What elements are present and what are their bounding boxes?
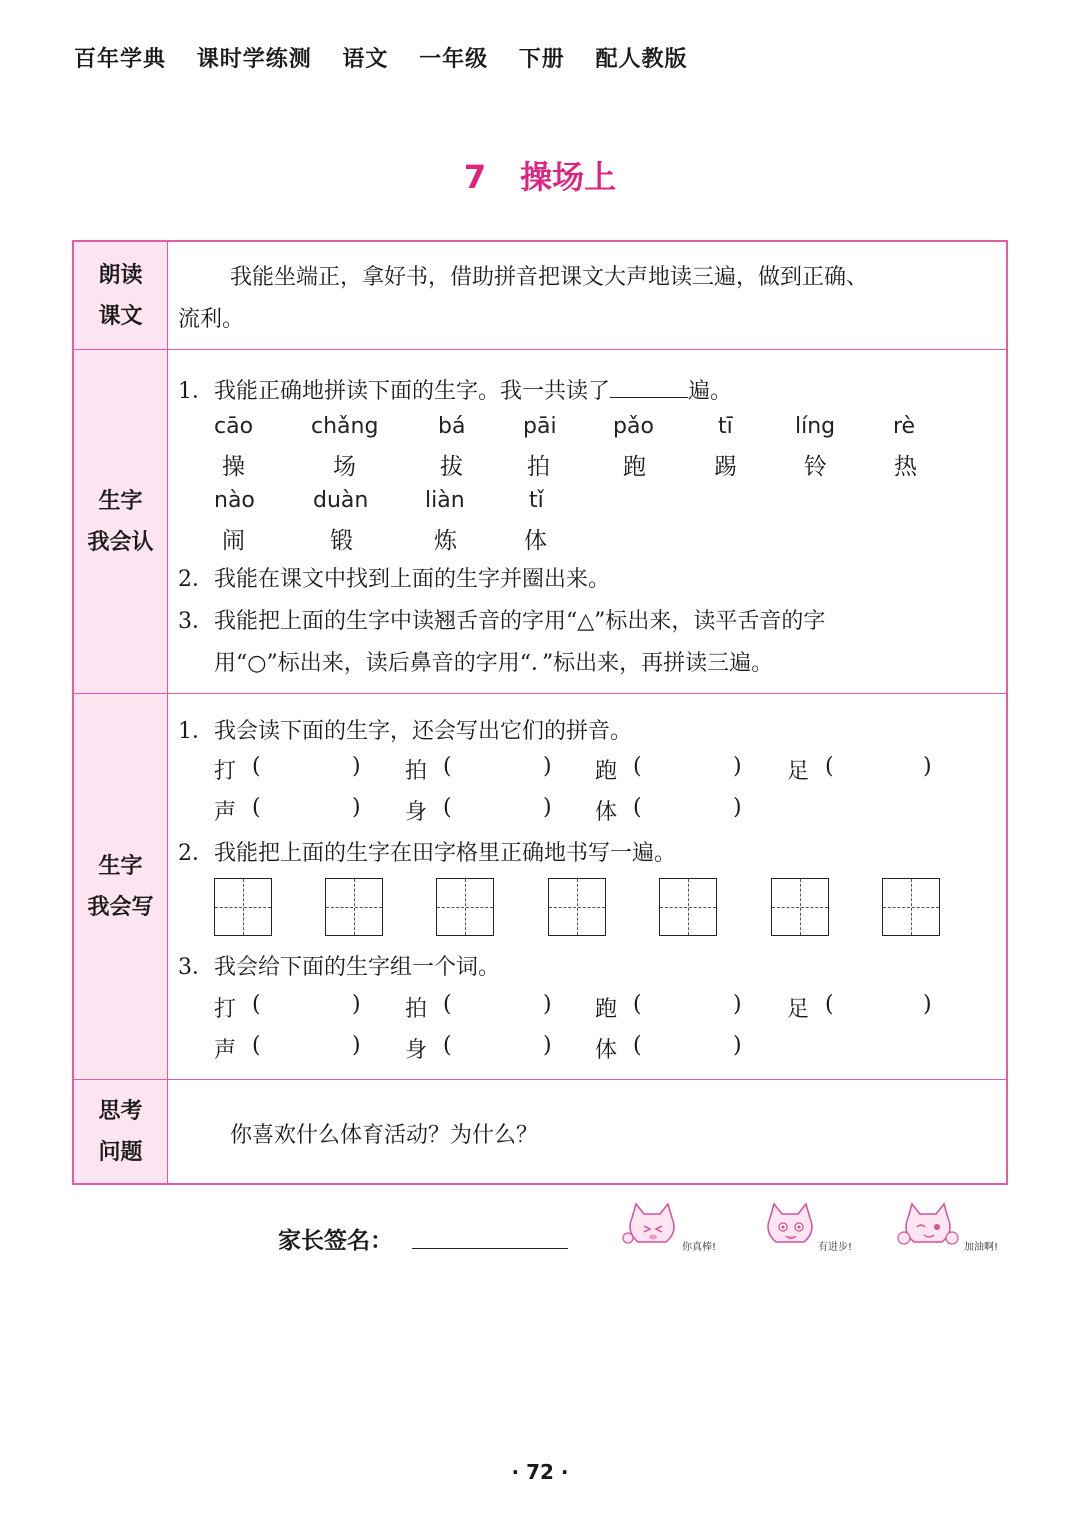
label-line: 朗读 [98, 262, 143, 288]
paren-open: ( [252, 992, 261, 1017]
hanzi: 场 [333, 454, 356, 480]
question-text: 遍。 [688, 379, 733, 404]
question-1 [178, 374, 732, 405]
label-line: 生字 [98, 488, 143, 514]
section-label [74, 350, 168, 693]
section-content [168, 694, 1006, 1079]
char-prompt: 跑 [595, 759, 618, 784]
lesson-name: 操场上 [520, 158, 617, 196]
paren-close: ) [543, 795, 552, 820]
question-text: 1．我能正确地拼读下面的生字。我一共读了 [178, 379, 610, 404]
page-number: · 72 · [511, 1460, 569, 1484]
pinyin: pāi [523, 414, 557, 439]
char-prompt: 声 [214, 1038, 237, 1063]
char-prompt: 拍 [405, 759, 428, 784]
lesson-number: 7 [463, 158, 487, 196]
header-item: 百年学典 [74, 47, 167, 72]
char-prompt: 足 [787, 759, 810, 784]
label-line: 生字 [98, 853, 143, 879]
parent-signature-label: 家长签名： [278, 1228, 393, 1254]
tianzige-grid[interactable] [659, 878, 717, 936]
char-prompt: 体 [595, 1038, 618, 1063]
label-line: 我会写 [87, 894, 154, 920]
char-prompt: 足 [787, 997, 810, 1022]
pinyin: cāo [214, 414, 254, 439]
instruction-text: 流利。 [178, 307, 245, 332]
pinyin: liàn [425, 488, 465, 513]
section-recognize-chars [74, 350, 1006, 694]
tianzige-grid[interactable] [882, 878, 940, 936]
sticker-caption: 你真棒! [682, 1242, 717, 1253]
cat-sticker-icon [758, 1198, 853, 1254]
pinyin: bá [438, 414, 466, 439]
char-prompt: 打 [214, 997, 237, 1022]
paren-open: ( [252, 754, 261, 779]
label-line: 课文 [98, 303, 143, 329]
parent-signature-line[interactable] [412, 1248, 568, 1249]
section-label [74, 694, 168, 1079]
char-prompt: 体 [595, 800, 618, 825]
section-content [168, 350, 1006, 693]
paren-open: ( [252, 795, 261, 820]
tianzige-grid[interactable] [436, 878, 494, 936]
paren-close: ) [923, 754, 932, 779]
cat-sticker-icon [896, 1198, 999, 1254]
hanzi: 体 [524, 528, 547, 554]
pinyin: tī [718, 414, 733, 439]
pinyin: chǎng [311, 414, 379, 439]
paren-close: ) [543, 992, 552, 1017]
question-1: 1．我会读下面的生字，还会写出它们的拼音。 [178, 719, 632, 744]
hanzi: 铃 [804, 454, 827, 480]
section-label [74, 1080, 168, 1183]
section-read-aloud [74, 242, 1006, 350]
section-content [168, 1080, 1006, 1183]
pinyin: pǎo [613, 414, 654, 439]
hanzi: 拔 [440, 454, 463, 480]
paren-open: ( [443, 992, 452, 1017]
hanzi: 锻 [330, 528, 353, 554]
paren-open: ( [633, 1033, 642, 1058]
lesson-title [0, 152, 1080, 198]
tianzige-grid[interactable] [771, 878, 829, 936]
header-item: 语文 [342, 47, 389, 72]
label-line: 问题 [98, 1139, 143, 1165]
hanzi: 闹 [222, 528, 245, 554]
char-prompt: 跑 [595, 997, 618, 1022]
paren-close: ) [733, 992, 742, 1017]
instruction-text: 我能坐端正，拿好书，借助拼音把课文大声地读三遍，做到正确、 [230, 265, 869, 290]
hanzi: 跑 [623, 454, 646, 480]
paren-close: ) [543, 754, 552, 779]
section-think [74, 1080, 1006, 1183]
hanzi: 操 [222, 454, 245, 480]
sticker-caption: 加油啊! [964, 1242, 999, 1253]
header-item: 下册 [518, 47, 565, 72]
label-line: 我会认 [87, 529, 154, 555]
pinyin: tǐ [529, 488, 544, 513]
question-2: 2．我能在课文中找到上面的生字并圈出来。 [178, 567, 610, 592]
section-write-chars [74, 694, 1006, 1080]
paren-close: ) [733, 1033, 742, 1058]
pinyin: líng [795, 414, 836, 439]
tianzige-grid[interactable] [214, 878, 272, 936]
question-2: 2．我能把上面的生字在田字格里正确地书写一遍。 [178, 841, 676, 866]
label-line: 思考 [98, 1098, 143, 1124]
think-question: 你喜欢什么体育活动？为什么？ [230, 1123, 539, 1148]
paren-open: ( [252, 1033, 261, 1058]
char-prompt: 拍 [405, 997, 428, 1022]
paren-open: ( [633, 754, 642, 779]
paren-open: ( [825, 754, 834, 779]
char-prompt: 身 [405, 1038, 428, 1063]
pinyin: duàn [313, 488, 369, 513]
header-item: 一年级 [419, 47, 489, 72]
sticker-caption: 有进步! [818, 1242, 853, 1253]
hanzi: 踢 [714, 454, 737, 480]
worksheet-table [72, 240, 1008, 1185]
paren-close: ) [733, 795, 742, 820]
paren-close: ) [352, 992, 361, 1017]
paren-close: ) [352, 795, 361, 820]
paren-open: ( [825, 992, 834, 1017]
tianzige-grid[interactable] [548, 878, 606, 936]
pinyin: nào [214, 488, 255, 513]
paren-open: ( [443, 795, 452, 820]
paren-open: ( [633, 795, 642, 820]
hanzi: 拍 [527, 454, 550, 480]
header-item: 课时学练测 [196, 47, 312, 72]
paren-close: ) [733, 754, 742, 779]
paren-close: ) [352, 754, 361, 779]
char-prompt: 打 [214, 759, 237, 784]
section-content [168, 242, 1006, 349]
pinyin: rè [893, 414, 916, 439]
cat-sticker-icon [620, 1198, 717, 1254]
answer-blank[interactable] [610, 377, 688, 398]
tianzige-grid[interactable] [325, 878, 383, 936]
section-label [74, 242, 168, 349]
paren-close: ) [923, 992, 932, 1017]
question-3: 3．我会给下面的生字组一个词。 [178, 955, 500, 980]
header-item: 配人教版 [595, 47, 688, 72]
question-3: 3．我能把上面的生字中读翘舌音的字用“△”标出来，读平舌音的字 [178, 609, 826, 634]
book-header [74, 42, 709, 73]
paren-close: ) [543, 1033, 552, 1058]
hanzi: 炼 [434, 528, 457, 554]
paren-open: ( [443, 754, 452, 779]
char-prompt: 身 [405, 800, 428, 825]
paren-open: ( [633, 992, 642, 1017]
question-3-cont: 用“○”标出来，读后鼻音的字用“．”标出来，再拼读三遍。 [214, 651, 774, 676]
paren-close: ) [352, 1033, 361, 1058]
paren-open: ( [443, 1033, 452, 1058]
hanzi: 热 [894, 454, 917, 480]
char-prompt: 声 [214, 800, 237, 825]
